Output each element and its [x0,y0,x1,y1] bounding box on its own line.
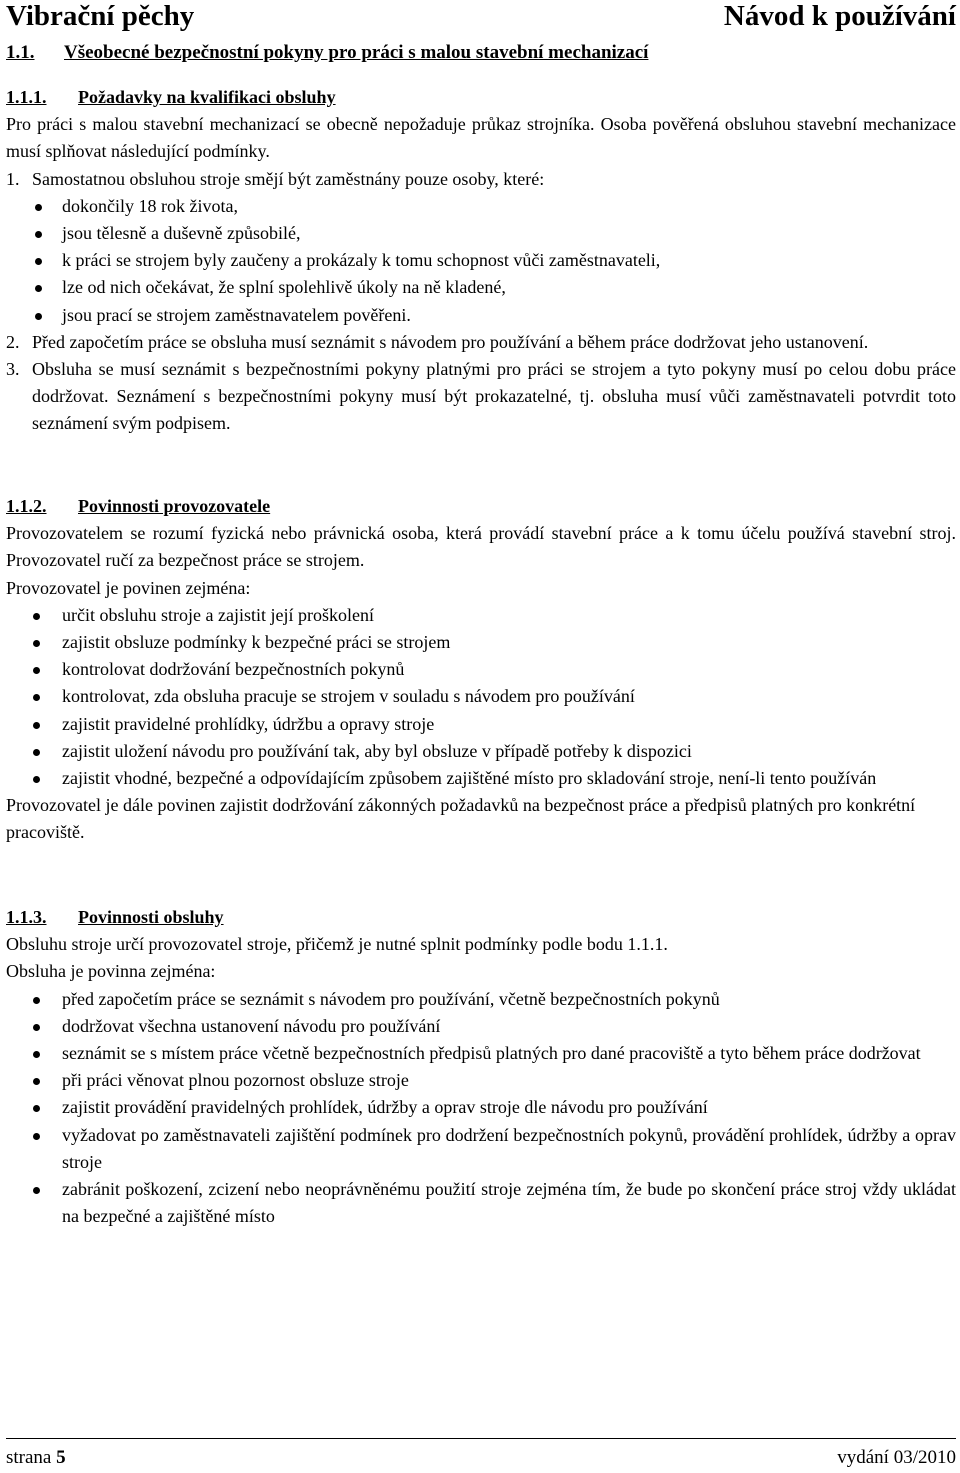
list-item-text: zajistit uložení návodu pro používání tak, aby byl obsluze v případě potřeby k dispozici [62,740,692,761]
list-item-text: zajistit obsluze podmínky k bezpečné práci se strojem [62,632,451,653]
list-item-text: seznámit se s místem práce včetně bezpečnostních předpisů platných pro dané pracoviště a tyto během práce dodržovat [62,1043,921,1064]
bullet-icon [35,204,42,211]
subsection-operator-obligations [6,904,956,1230]
list-item [6,1040,956,1067]
paragraph-lead: Obsluha je povinna zejména: [6,961,216,982]
list-item-text: jsou tělesně a duševně způsobilé, [62,223,301,244]
list-item [6,1067,956,1094]
bullet-list [6,602,956,792]
list-item [6,1176,956,1230]
list-item [32,220,956,247]
list-item-text: zajistit provádění pravidelných prohlídek, údržby a oprav stroje dle návodu pro používání [62,1097,708,1118]
bullet-icon [33,749,40,756]
list-item [6,683,956,710]
list-item [32,193,956,220]
bullet-icon [33,997,40,1004]
section-title: Všeobecné bezpečnostní pokyny pro práci s malou stavební mechanizací [64,42,649,63]
list-item [6,765,956,792]
item-number: 2. [6,331,20,352]
list-item-text: při práci věnovat plnou pozornost obsluze stroje [62,1070,409,1091]
subsection-title: Požadavky na kvalifikaci obsluhy [78,87,336,107]
list-item [6,656,956,683]
list-item-text: určit obsluhu stroje a zajistit její proškolení [62,604,374,625]
subsection-number: 1.1.2. [6,496,47,516]
list-item-text: zabránit poškození, zcizení nebo neoprávněnému použití stroje zejména tím, že bude po skončení práce stroj vždy ukládat na bezpečné a zajištěné místo [62,1179,956,1227]
header-document-type: Návod k používání [723,0,956,32]
list-item-text: jsou prací se strojem zaměstnavatelem pověřeni. [62,304,411,325]
numbered-list [6,166,956,438]
list-item [32,247,956,274]
list-item-text: zajistit vhodné, bezpečné a odpovídajícím způsobem zajištěné místo pro skladování stroje, není-li tento používán [62,768,877,789]
list-item [6,1013,956,1040]
page-number-label [6,1447,66,1469]
paragraph: Provozovatelem se rozumí fyzická nebo právnická osoba, která provádí stavební práce a k tomu účelu používá stavební stroj. Provozovatel ručí za bezpečnost práce se strojem. [6,523,956,571]
numbered-item [6,329,956,356]
bullet-list [6,986,956,1231]
numbered-item [6,166,956,329]
bullet-list [32,193,956,329]
subsection-operator-duties [6,493,956,847]
bullet-icon [33,1105,40,1112]
list-item-text: k práci se strojem byly zaučeny a prokázaly k tomu schopnost vůči zaměstnavateli, [62,250,661,271]
bullet-icon [33,694,40,701]
bullet-icon [33,1187,40,1194]
list-item-text: vyžadovat po zaměstnavateli zajištění podmínek pro dodržení bezpečnostních pokynů, provádění prohlídek, údržby a oprav stroje [62,1124,956,1172]
list-item-text: dokončily 18 rok života, [62,195,238,216]
edition-label: vydání 03/2010 [837,1447,956,1468]
list-item-text: lze od nich očekávat, že splní spolehlivě úkoly na ně kladené, [62,277,506,298]
subsection-heading [6,84,956,111]
bullet-icon [33,722,40,729]
bullet-icon [35,285,42,292]
list-item-text: kontrolovat, zda obsluha pracuje se strojem v souladu s návodem pro používání [62,686,635,707]
page-footer [6,1438,956,1473]
subsection-number: 1.1.3. [6,907,47,927]
bullet-icon [33,667,40,674]
section-number: 1.1. [6,42,35,63]
subsection-heading [6,904,956,931]
subsection-title: Povinnosti provozovatele [78,496,271,516]
list-item [32,302,956,329]
list-item [6,738,956,765]
item-text: Obsluha se musí seznámit s bezpečnostními pokyny platnými pro práci se strojem a tyto pokyny musí po celou dobu práce dodržovat. Seznámení s bezpečnostními pokyny musí být prokazatelné, tj. obsluha musí vůči zaměstnavateli potvrdit toto seznámení svým podpisem. [32,359,956,434]
list-item [6,1094,956,1121]
list-item [6,629,956,656]
header-product-name: Vibrační pěchy [6,0,195,32]
list-item [32,274,956,301]
list-item [6,602,956,629]
bullet-icon [35,313,42,320]
numbered-item [6,356,956,438]
bullet-icon [33,613,40,620]
subsection-title: Povinnosti obsluhy [78,907,224,927]
bullet-icon [33,776,40,783]
list-item-text: zajistit pravidelné prohlídky, údržbu a opravy stroje [62,713,435,734]
item-text: Před započetím práce se obsluha musí seznámit s návodem pro používání a během práce dodržovat jeho ustanovení. [32,331,869,352]
bullet-icon [35,258,42,265]
bullet-icon [33,640,40,647]
bullet-icon [33,1051,40,1058]
paragraph: Provozovatel je dále povinen zajistit dodržování zákonných požadavků na bezpečnost práce a předpisů platných pro konkrétní pracoviště. [6,795,916,843]
list-item [6,986,956,1013]
item-text: Samostatnou obsluhou stroje smějí být zaměstnány pouze osoby, které: [32,168,545,189]
subsection-qualification [6,84,956,438]
item-number: 3. [6,359,20,380]
paragraph: Pro práci s malou stavební mechanizací se obecně nepožaduje průkaz strojníka. Osoba pověřená obsluhou stavební mechanizace musí splňovat následující podmínky. [6,114,956,162]
list-item-text: dodržovat všechna ustanovení návodu pro používání [62,1015,441,1036]
bullet-icon [33,1024,40,1031]
item-number: 1. [6,168,20,189]
bullet-icon [33,1078,40,1085]
page-label: strana [6,1447,52,1468]
section-heading [6,42,648,64]
subsection-heading [6,493,956,520]
list-item [6,711,956,738]
page-header [6,0,956,34]
bullet-icon [33,1133,40,1140]
list-item-text: před započetím práce se seznámit s návodem pro používání, včetně bezpečnostních pokynů [62,988,720,1009]
paragraph-lead: Provozovatel je povinen zejména: [6,577,251,598]
subsection-number: 1.1.1. [6,87,47,107]
bullet-icon [35,231,42,238]
list-item-text: kontrolovat dodržování bezpečnostních pokynů [62,659,405,680]
paragraph: Obsluhu stroje určí provozovatel stroje, přičemž je nutné splnit podmínky podle bodu 1.1.1. [6,934,668,955]
list-item [6,1122,956,1176]
page-number: 5 [56,1447,66,1468]
